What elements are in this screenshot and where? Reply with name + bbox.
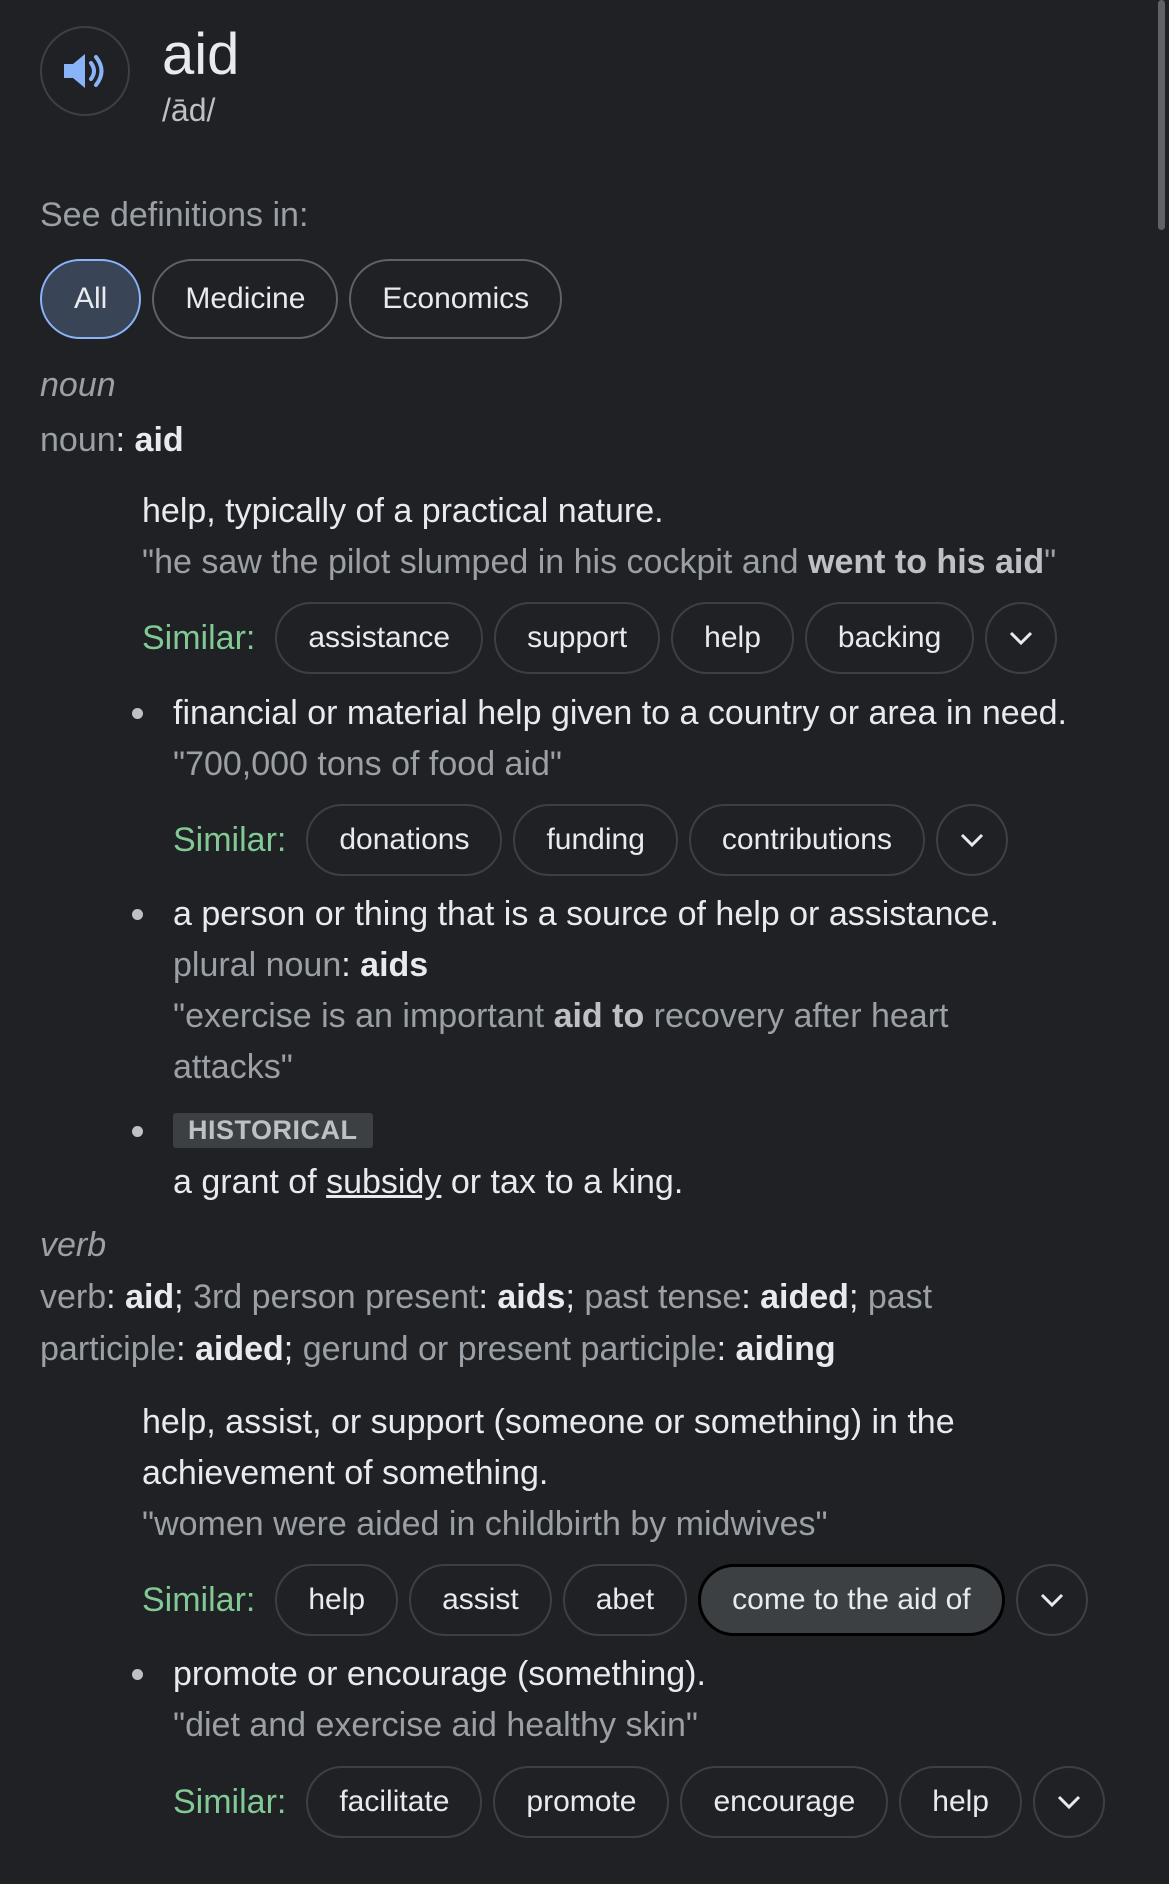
bullet xyxy=(132,909,143,920)
verb-forms-line1: verb: aid; 3rd person present: aids; past tense: aided; past xyxy=(40,1278,933,1316)
similar-chip[interactable]: funding xyxy=(513,804,677,876)
noun-definition-1: help, typically of a practical nature. xyxy=(142,492,664,530)
similar-chip[interactable]: help xyxy=(899,1766,1022,1838)
historical-tag-wrap xyxy=(173,1113,373,1148)
bullet xyxy=(132,1669,143,1680)
chevron-down-icon xyxy=(1056,1794,1082,1810)
similar-chip[interactable]: help xyxy=(275,1564,398,1636)
similar-chip[interactable]: contributions xyxy=(689,804,925,876)
noun-definition-2: financial or material help given to a country or area in need. xyxy=(173,694,1067,732)
verb-example-2: "diet and exercise aid healthy skin" xyxy=(173,1706,698,1744)
verb-forms-line2: participle: aided; gerund or present participle: aiding xyxy=(40,1330,836,1368)
verb-definition-2: promote or encourage (something). xyxy=(173,1655,706,1693)
similar-chip[interactable]: backing xyxy=(805,602,974,674)
chevron-down-icon xyxy=(959,832,985,848)
noun-example-1: "he saw the pilot slumped in his cockpit and went to his aid" xyxy=(142,543,1057,581)
similar-label: Similar: xyxy=(142,1580,256,1619)
noun-example-2: "700,000 tons of food aid" xyxy=(173,745,562,783)
similar-label: Similar: xyxy=(173,820,287,859)
scrollbar[interactable] xyxy=(1158,0,1165,230)
similar-chip[interactable]: abet xyxy=(563,1564,687,1636)
similar-chip[interactable]: assistance xyxy=(275,602,483,674)
similar-chip[interactable]: assist xyxy=(409,1564,552,1636)
verb-similar-1 xyxy=(142,1564,1088,1636)
expand-similar-button[interactable] xyxy=(1016,1564,1088,1636)
expand-similar-button[interactable] xyxy=(1033,1766,1105,1838)
noun-similar-2 xyxy=(173,804,1008,876)
verb-definition-1-line1: help, assist, or support (someone or something) in the xyxy=(142,1403,955,1441)
chevron-down-icon xyxy=(1008,630,1034,646)
bullet xyxy=(132,708,143,719)
expand-similar-button[interactable] xyxy=(936,804,1008,876)
noun-form-label: noun xyxy=(40,421,116,459)
similar-chip[interactable]: support xyxy=(494,602,660,674)
verb-example-1: "women were aided in childbirth by midwives" xyxy=(142,1505,828,1543)
similar-chip-selected[interactable]: come to the aid of xyxy=(698,1564,1004,1636)
similar-chip[interactable]: donations xyxy=(306,804,502,876)
noun-definition-4: a grant of subsidy or tax to a king. xyxy=(173,1163,684,1201)
noun-similar-1 xyxy=(142,602,1057,674)
plural-form: plural noun: aids xyxy=(173,946,429,984)
see-definitions-label: See definitions in: xyxy=(40,196,309,234)
noun-definition-3: a person or thing that is a source of help or assistance. xyxy=(173,895,999,933)
headword: aid xyxy=(162,22,240,87)
subsidy-link[interactable]: subsidy xyxy=(326,1163,442,1201)
part-of-speech-noun: noun xyxy=(40,366,116,404)
expand-similar-button[interactable] xyxy=(985,602,1057,674)
noun-example-3-line1: "exercise is an important aid to recovery after heart xyxy=(173,997,949,1035)
bullet xyxy=(132,1126,143,1137)
phonetic: /ād/ xyxy=(162,92,216,128)
filter-medicine[interactable]: Medicine xyxy=(152,259,338,339)
noun-form-word: aid xyxy=(134,421,184,459)
noun-form: noun: aid xyxy=(40,421,184,459)
word-header xyxy=(40,22,240,129)
historical-tag: HISTORICAL xyxy=(173,1113,373,1148)
pronounce-button[interactable] xyxy=(40,26,130,116)
definition-filters xyxy=(40,259,562,339)
verb-definition-1-line2: achievement of something. xyxy=(142,1454,549,1492)
speaker-icon xyxy=(62,51,108,91)
verb-similar-2 xyxy=(173,1766,1105,1838)
chevron-down-icon xyxy=(1039,1592,1065,1608)
similar-label: Similar: xyxy=(173,1782,287,1821)
part-of-speech-verb: verb xyxy=(40,1226,107,1264)
similar-chip[interactable]: facilitate xyxy=(306,1766,482,1838)
similar-chip[interactable]: encourage xyxy=(680,1766,888,1838)
filter-economics[interactable]: Economics xyxy=(349,259,562,339)
similar-label: Similar: xyxy=(142,618,256,657)
similar-chip[interactable]: promote xyxy=(493,1766,669,1838)
noun-example-3-line2: attacks" xyxy=(173,1048,293,1086)
similar-chip[interactable]: help xyxy=(671,602,794,674)
filter-all[interactable]: All xyxy=(40,259,141,339)
